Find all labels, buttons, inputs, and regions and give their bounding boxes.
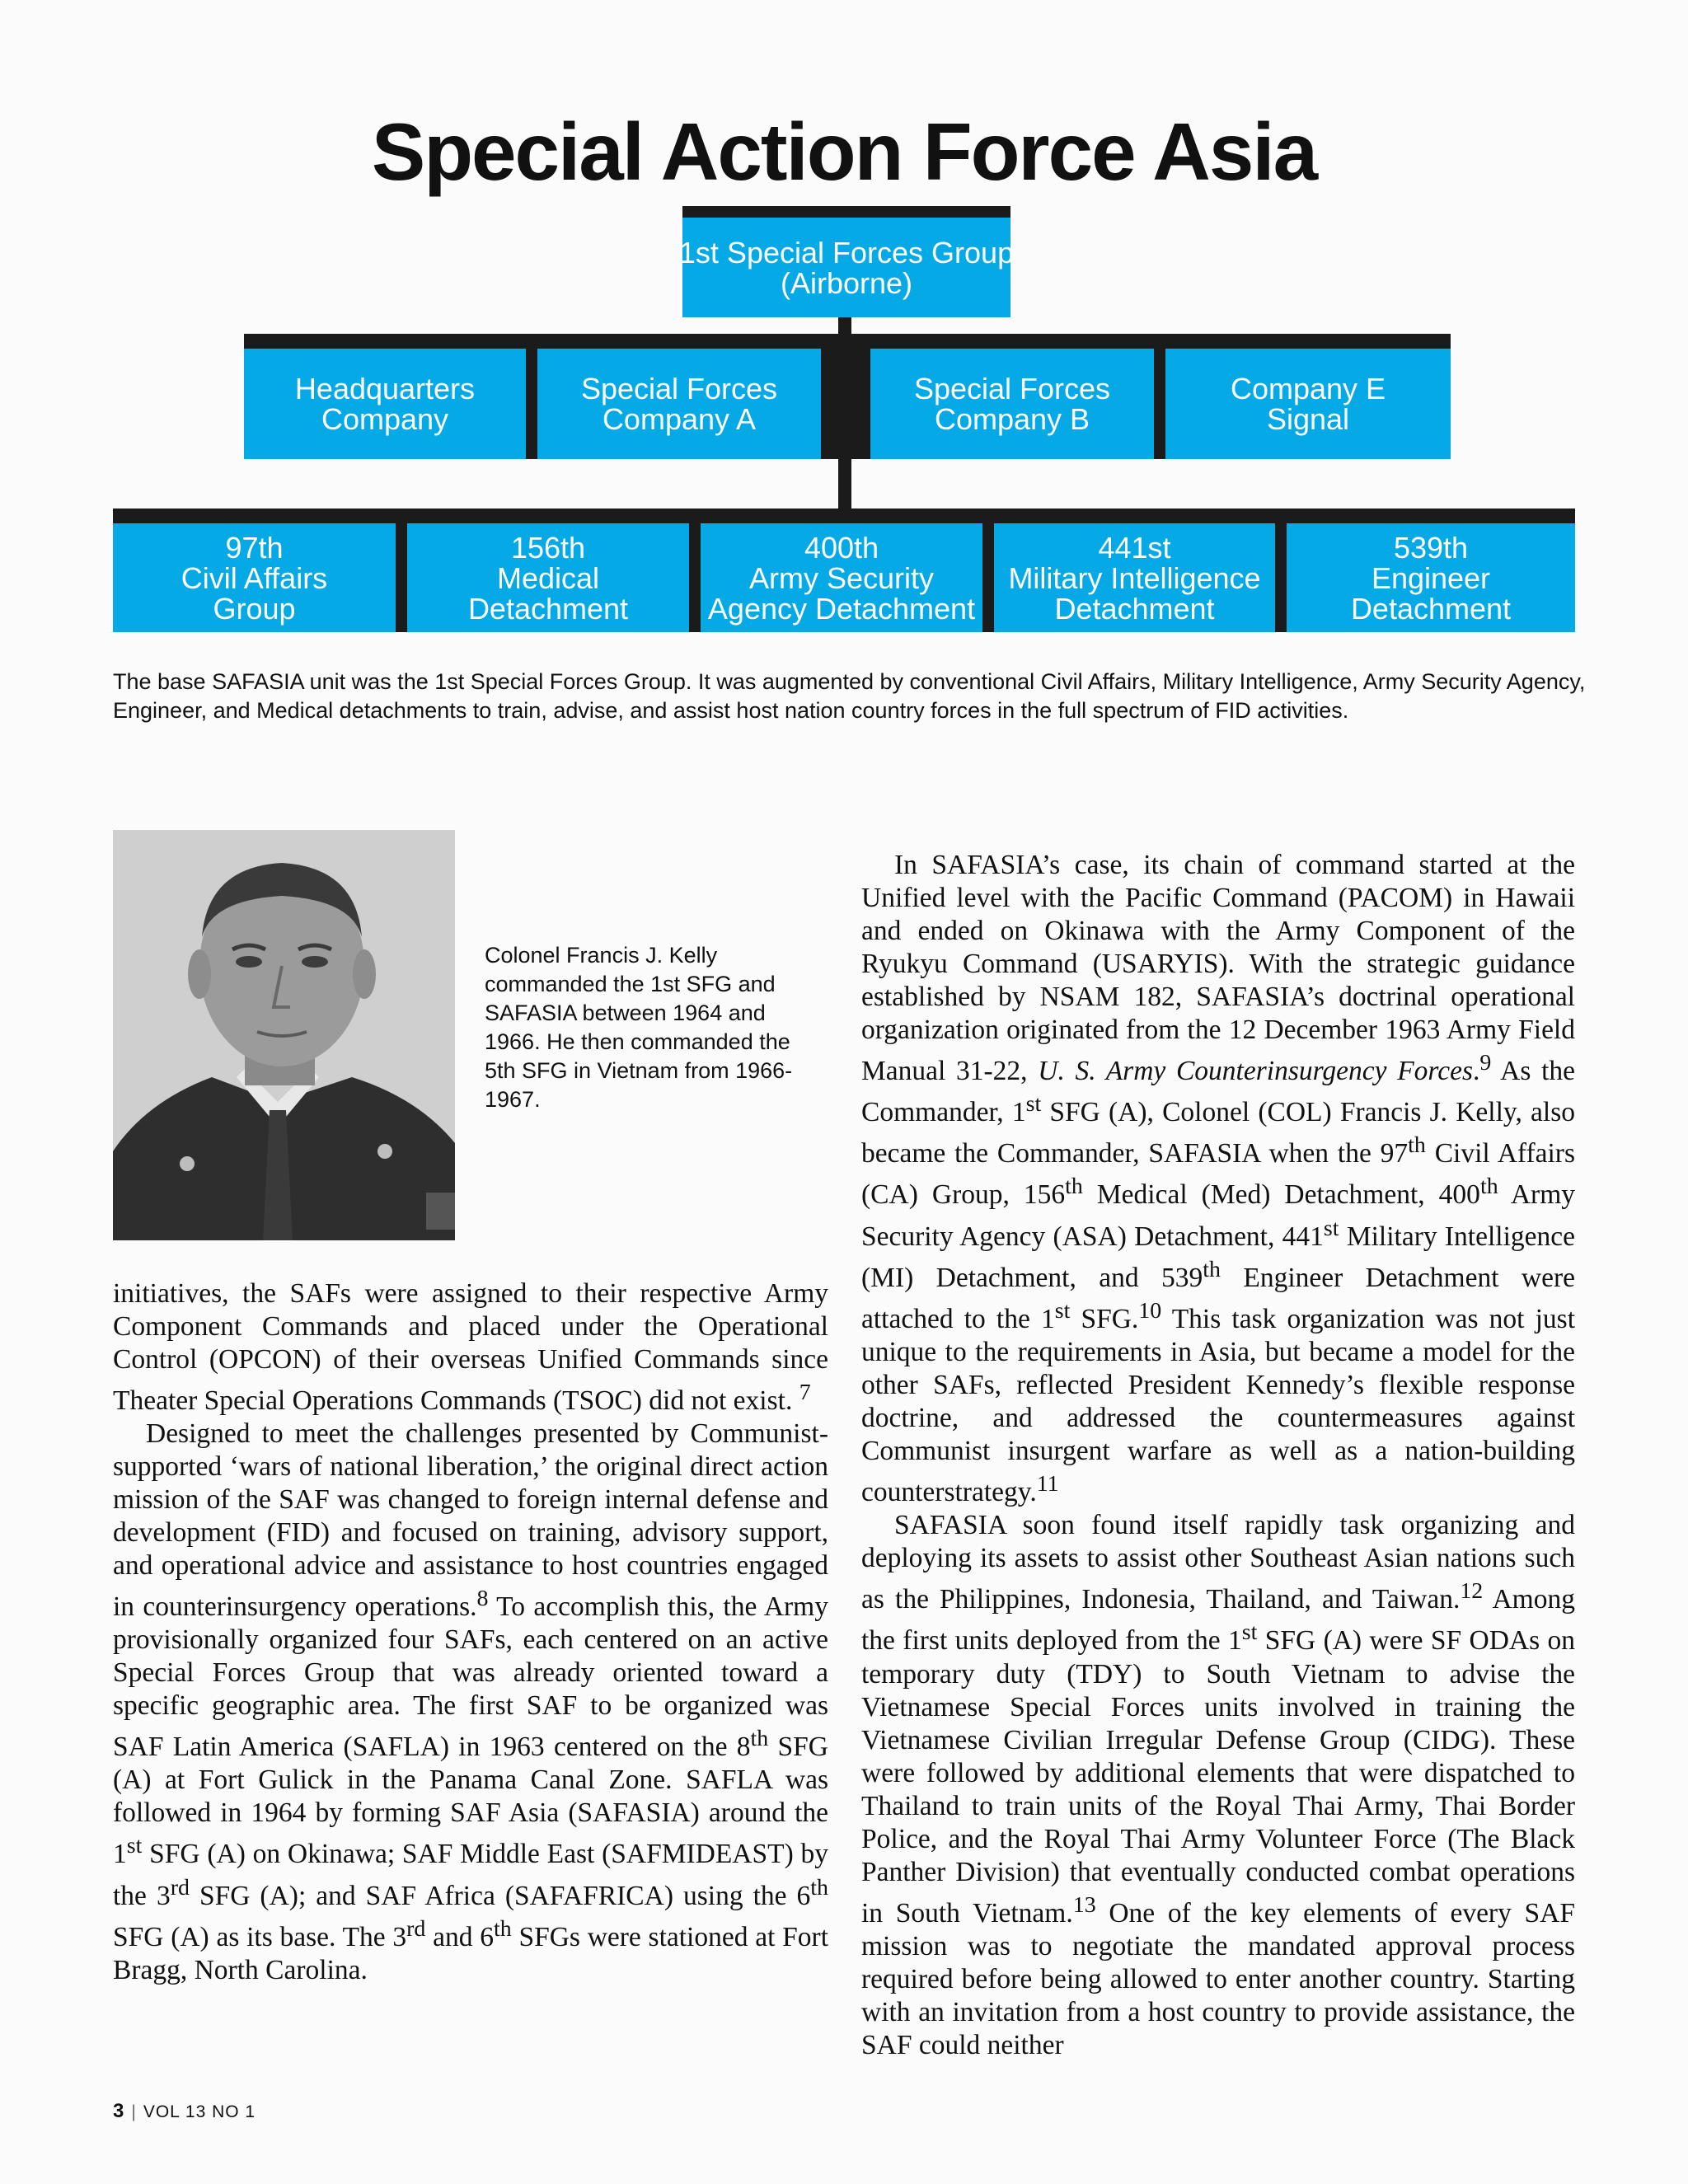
chart-box-line: 97th xyxy=(225,530,284,565)
chart-box-line: Company xyxy=(321,402,449,436)
chart-box-line: Military Intelligence xyxy=(1008,560,1261,595)
chart-box-sf-company-b xyxy=(870,349,1154,459)
level2-divider xyxy=(526,334,537,459)
text-run: As the Commander, 1 xyxy=(861,1056,1575,1128)
ordinal-suffix: st xyxy=(1241,1619,1258,1646)
text-run: initiatives, the SAFs were assigned to their respective Army Component Commands and placed under the Operational Control (OPCON) of their overseas Unified Commands since Theater Special Operations Commands (TSOC) did not exist. xyxy=(113,1278,828,1417)
text-run: Military Intelligence (MI) Detachment, and 539 xyxy=(861,1221,1576,1293)
chart-box-sf-company-a xyxy=(537,349,821,459)
chart-box-400th-asa xyxy=(701,523,982,632)
ordinal-suffix: st xyxy=(1054,1297,1071,1324)
footnote-ref: 10 xyxy=(1138,1297,1162,1324)
chart-box-441st-mi xyxy=(994,523,1275,632)
text-run: Army Security Agency (ASA) Detachment, 441 xyxy=(861,1179,1575,1252)
ordinal-suffix: th xyxy=(1479,1174,1498,1200)
chart-box-line: Army Security xyxy=(748,560,935,595)
ordinal-suffix: rd xyxy=(406,1915,426,1942)
level2-divider xyxy=(821,334,870,459)
footnote-ref: 11 xyxy=(1036,1471,1059,1497)
chart-box-line: 156th xyxy=(510,530,586,565)
chart-box-line: Detachment xyxy=(1054,591,1215,626)
ordinal-suffix: th xyxy=(1408,1132,1426,1159)
page-number: 3 xyxy=(113,2100,125,2122)
text-run: . xyxy=(1472,1056,1480,1087)
chart-box-line: Medical xyxy=(496,560,600,595)
chart-box-line: Company B xyxy=(934,402,1090,436)
paragraph xyxy=(113,1418,828,1987)
footnote-ref: 13 xyxy=(1072,1891,1096,1918)
text-run: Engineer Detachment were attached to the 1 xyxy=(861,1262,1575,1335)
chart-box-line: 441st xyxy=(1098,530,1171,565)
level3-divider xyxy=(982,509,994,632)
level3-divider xyxy=(396,509,407,632)
level2-divider xyxy=(1154,334,1165,459)
ordinal-suffix: st xyxy=(1025,1091,1042,1118)
chart-box-line: Group xyxy=(213,591,296,626)
level3-divider xyxy=(689,509,701,632)
ordinal-suffix: th xyxy=(750,1726,769,1752)
page-footer xyxy=(113,2100,256,2123)
chart-box-line: Agency Detachment xyxy=(707,591,976,626)
level3-divider xyxy=(1275,509,1287,632)
chart-box-line: Special Forces xyxy=(580,372,778,405)
text-run: SFG (A), Colonel (COL) Francis J. Kelly, also became the Commander, SAFASIA when the 97 xyxy=(861,1097,1576,1169)
ordinal-suffix: st xyxy=(1323,1215,1339,1241)
chart-caption: The base SAFASIA unit was the 1st Special Forces Group. It was augmented by conventional Civil Affairs, Military Intelligence, Army Security Agency, Engineer, and Medical detachments to train, advise, and assist host nation country forces in the full spectrum of FID activities. xyxy=(113,669,1586,723)
chart-box-root xyxy=(678,206,1015,317)
text-run: SAFASIA soon found itself rapidly task organizing and deploying its assets to assist other Southeast Asian nations such as the Philippines, Indonesia, Thailand, and Taiwan. xyxy=(861,1510,1575,1615)
chart-box-company-e-signal xyxy=(1165,349,1451,459)
ordinal-suffix: th xyxy=(494,1915,512,1942)
chart-box-line: Engineer xyxy=(1371,560,1491,595)
chart-box-539th-engineer xyxy=(1287,523,1575,632)
chart-box-line: Detachment xyxy=(467,591,629,626)
portrait-photo xyxy=(113,830,455,1240)
chart-box-line: 539th xyxy=(1393,530,1469,565)
text-run: Civil Affairs (CA) Group, 156 xyxy=(861,1138,1575,1211)
ordinal-suffix: rd xyxy=(170,1874,190,1900)
text-run: SFG. xyxy=(1070,1304,1139,1335)
chart-box-line: Special Forces xyxy=(913,372,1111,405)
ordinal-suffix: th xyxy=(1065,1174,1083,1200)
photo-caption: Colonel Francis J. Kelly commanded the 1st SFG and SAFASIA between 1964 and 1966. He then commanded the 5th SFG in Vietnam from 1966-1967. xyxy=(485,943,793,1112)
text-run: To accomplish this, the Army provisionally organized four SAFs, each centered on an active Special Forces Group that was already oriented toward a specific geographic area. The first SAF to be organized was SAF Latin America (SAFLA) in 1963 centered on the 8 xyxy=(113,1591,828,1763)
chart-box-line: Company A xyxy=(602,402,757,436)
text-run: SFG (A) at Fort Gulick in the Panama Canal Zone. SAFLA was followed in 1964 by forming SAF Asia (SAFASIA) around the 1 xyxy=(113,1732,828,1870)
level3-header-bar xyxy=(113,509,1575,523)
chart-box-156th-medical xyxy=(407,523,689,632)
page-title: Special Action Force Asia xyxy=(371,106,1317,197)
ordinal-suffix: th xyxy=(1203,1256,1221,1282)
left-column xyxy=(113,1277,828,1987)
text-run: One of the key elements of every SAF mission was to negotiate the mandated approval process required before being allowed to enter another country. Starting with an invitation from a host country to provide assistance, the SAF could neither xyxy=(861,1897,1575,2060)
portrait-illustration xyxy=(113,830,455,1240)
text-run: SFG (A) as its base. The 3 xyxy=(113,1921,407,1952)
ordinal-suffix: st xyxy=(126,1833,143,1859)
footer-separator: | xyxy=(131,2102,137,2121)
footnote-ref: 9 xyxy=(1479,1050,1492,1076)
text-run: Designed to meet the challenges presented by Communist-supported ‘wars of national liberation,’ the original direct action mission of the SAF was changed to foreign internal defense and development (FID) and focused on training, advisory support, and operational advice and assistance to host countries engaged in counterinsurgency operations. xyxy=(113,1418,828,1623)
chart-box-line: 1st Special Forces Group xyxy=(678,235,1015,269)
chart-box-line: (Airborne) xyxy=(780,265,913,300)
paragraph xyxy=(861,849,1575,1509)
ordinal-suffix: th xyxy=(810,1874,829,1900)
issue-label: VOL 13 NO 1 xyxy=(143,2102,256,2121)
chart-box-line: Civil Affairs xyxy=(181,560,328,595)
chart-box-line: Detachment xyxy=(1350,591,1512,626)
text-run: and 6 xyxy=(425,1921,494,1952)
chart-box-line: Company E xyxy=(1230,372,1386,405)
footnote-ref: 8 xyxy=(476,1586,489,1612)
text-run: SFG (A) were SF ODAs on temporary duty (TDY) to South Vietnam to advise the Vietnamese Special Forces units involved in training the Vietnamese Civilian Irregular Defense Group (CIDG). These were followed by additional elements that were dispatched to Thailand to train units of the Royal Thai Army, Thai Border Police, and the Royal Thai Army Volunteer Force (The Black Panther Division) that eventually conducted combat operations in South Vietnam. xyxy=(861,1625,1575,1929)
chart-box-line: Signal xyxy=(1266,402,1350,436)
text-run: Medical (Med) Detachment, 400 xyxy=(1082,1179,1480,1211)
text-run: SFG (A); and SAF Africa (SAFAFRICA) using the 6 xyxy=(189,1880,811,1911)
chart-box-hq-company xyxy=(244,349,526,459)
paragraph xyxy=(113,1277,828,1418)
chart-box-97th-civil-affairs xyxy=(113,523,396,632)
text-run: This task organization was not just unique to the requirements in Asia, but became a model for the other SAFs, reflected President Kennedy’s flexible response doctrine, and addressed the countermeasures against Communist insurgent warfare as well as a nation-building counterstrategy. xyxy=(861,1304,1575,1508)
footnote-ref: 12 xyxy=(1460,1578,1484,1605)
text-run: Among the first units deployed from the 1 xyxy=(861,1584,1575,1657)
manual-title: U. S. Army Counterinsurgency Forces xyxy=(1038,1056,1473,1087)
chart-box-line: Headquarters xyxy=(294,372,476,405)
paragraph xyxy=(861,1509,1575,2061)
right-column xyxy=(861,849,1575,2062)
chart-box-line: 400th xyxy=(804,530,879,565)
footnote-ref: 7 xyxy=(799,1380,811,1405)
text-run: SFG (A) on Okinawa; SAF Middle East (SAFMIDEAST) by the 3 xyxy=(113,1839,828,1911)
text-run: In SAFASIA’s case, its chain of command started at the Unified level with the Pacific Command (PACOM) in Hawaii and ended on Okinawa with the Army Component of the Ryukyu Command (USARYIS). With the strategic guidance established by NSAM 182, SAFASIA’s doctrinal operational organization originated from the 12 December 1963 Army Field Manual 31-22, xyxy=(861,850,1575,1087)
text-run: SFGs were stationed at Fort Bragg, North Carolina. xyxy=(113,1921,828,1985)
